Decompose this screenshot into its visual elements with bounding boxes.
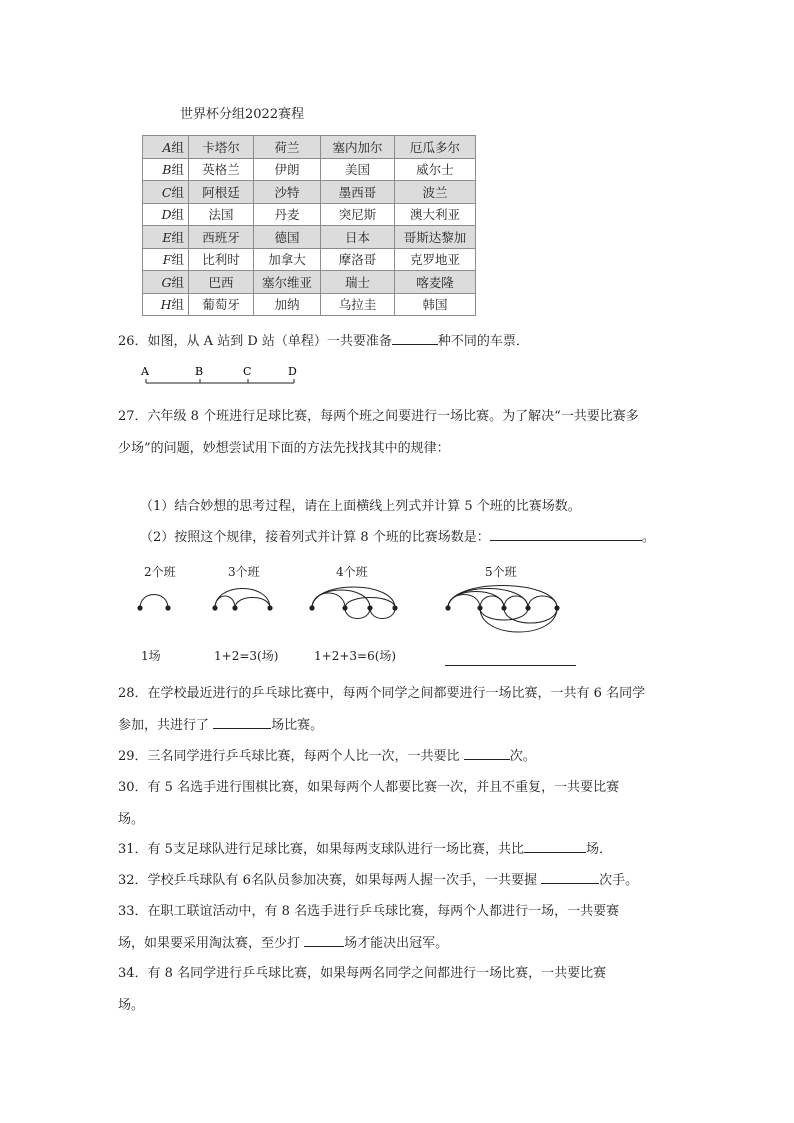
label-3-classes: 3个班 bbox=[228, 565, 260, 579]
q27-line-1: 27．六年级 8 个班进行足球比赛，每两个班之间要进行一场比赛。为了解决“一共要比赛多 bbox=[118, 409, 639, 424]
dot bbox=[367, 605, 372, 610]
q29-text: 29．三名同学进行乒乓球比赛，每两个人比一次，一共要比 bbox=[118, 749, 464, 764]
team-cell: 葡萄牙 bbox=[189, 293, 254, 316]
team-cell: 摩洛哥 bbox=[321, 248, 395, 271]
label-4-classes: 4个班 bbox=[336, 565, 368, 579]
team-cell: 加拿大 bbox=[254, 248, 321, 271]
q26-text: 26．如图，从 A 站到 D 站（单程）一共要准备 bbox=[118, 334, 392, 349]
team-cell: 丹麦 bbox=[254, 203, 321, 226]
group-name-cell: H组 bbox=[143, 293, 189, 316]
table-row bbox=[143, 181, 476, 204]
arc-4-1-3 bbox=[312, 590, 370, 608]
station-d: D bbox=[288, 365, 297, 378]
world-cup-group-table bbox=[142, 135, 476, 316]
q30-line-2: 场。 bbox=[118, 812, 145, 827]
team-cell: 塞尔维亚 bbox=[254, 271, 321, 294]
q26-text-end: 种不同的车票． bbox=[437, 334, 529, 349]
team-cell: 厄瓜多尔 bbox=[395, 136, 476, 159]
team-cell: 乌拉圭 bbox=[321, 293, 395, 316]
result-5-classes-blank[interactable] bbox=[445, 665, 576, 666]
q27-sub-2 bbox=[140, 525, 685, 551]
team-cell: 突尼斯 bbox=[321, 203, 395, 226]
group-name-cell: D组 bbox=[143, 203, 189, 226]
team-cell: 德国 bbox=[254, 226, 321, 249]
group-letter: A bbox=[162, 139, 172, 155]
group-letter: H bbox=[160, 297, 172, 313]
dot bbox=[525, 605, 530, 610]
arc-4-3-4 bbox=[370, 608, 395, 619]
dot bbox=[554, 605, 559, 610]
arc-5-1-4 bbox=[448, 589, 528, 609]
q33-line-1: 33．在职工联谊活动中，有 8 名选手进行乒乓球比赛，每两个人都进行一场，一共要赛 bbox=[118, 904, 620, 919]
arc-4-1-2 bbox=[312, 593, 345, 608]
dot bbox=[165, 605, 170, 610]
team-cell: 克罗地亚 bbox=[395, 248, 476, 271]
dot bbox=[309, 605, 314, 610]
q29-text-end: 次。 bbox=[509, 749, 536, 764]
dot bbox=[477, 605, 482, 610]
q29-answer-blank[interactable] bbox=[464, 745, 510, 760]
q28-answer-blank[interactable] bbox=[213, 714, 271, 729]
team-cell: 塞内加尔 bbox=[321, 136, 395, 159]
arc-5-3-5 bbox=[504, 608, 557, 623]
dot bbox=[212, 605, 217, 610]
q33-answer-blank[interactable] bbox=[304, 932, 344, 947]
arc-5-1-2 bbox=[448, 595, 480, 609]
q27-sub-2-text: （2）按照这个规律，接着列式并计算 8 个班的比赛场数是： bbox=[140, 530, 490, 545]
q30-line-1: 30．有 5 名选手进行围棋比赛，如果每两个人都要比赛一次，并且不重复，一共要比赛 bbox=[118, 780, 620, 795]
table-row bbox=[143, 158, 476, 181]
station-c: C bbox=[243, 365, 252, 378]
group-letter: E bbox=[162, 229, 172, 245]
team-cell: 巴西 bbox=[189, 271, 254, 294]
q32-answer-blank[interactable] bbox=[541, 869, 599, 884]
q26-answer-blank[interactable] bbox=[392, 330, 438, 345]
q28-text: 参加，共进行了 bbox=[118, 718, 214, 733]
result-4-classes: 1+2+3=6(场) bbox=[314, 649, 397, 663]
team-cell: 加纳 bbox=[254, 293, 321, 316]
station-b: B bbox=[195, 365, 204, 378]
arc-3-2-3 bbox=[235, 598, 270, 609]
dot bbox=[137, 605, 142, 610]
team-cell: 喀麦隆 bbox=[395, 271, 476, 294]
q28-text-end: 场比赛。 bbox=[271, 718, 324, 733]
team-cell: 阿根廷 bbox=[189, 181, 254, 204]
team-cell: 伊朗 bbox=[254, 158, 321, 181]
q28-line-2 bbox=[118, 713, 678, 739]
team-cell: 日本 bbox=[321, 226, 395, 249]
group-name-cell: E组 bbox=[143, 226, 189, 249]
dot bbox=[232, 605, 237, 610]
team-cell: 法国 bbox=[189, 203, 254, 226]
q27-line-2: 少场”的问题，妙想尝试用下面的方法先找找其中的规律： bbox=[118, 441, 450, 456]
group-letter: F bbox=[162, 252, 172, 268]
arc-2-1-2 bbox=[140, 595, 168, 609]
team-cell: 比利时 bbox=[189, 248, 254, 271]
group-name-cell: B组 bbox=[143, 158, 189, 181]
q32-text-end: 次手。 bbox=[599, 873, 639, 888]
q33-text: 场，如果要采用淘汰赛，至少打 bbox=[118, 936, 305, 951]
question-34 bbox=[118, 961, 678, 1019]
team-cell: 韩国 bbox=[395, 293, 476, 316]
match-arc-diagram bbox=[130, 580, 580, 642]
question-33 bbox=[118, 899, 678, 957]
team-cell: 瑞士 bbox=[321, 271, 395, 294]
team-cell: 西班牙 bbox=[189, 226, 254, 249]
question-29 bbox=[118, 744, 678, 770]
q34-line-2: 场。 bbox=[118, 998, 145, 1013]
team-cell: 沙特 bbox=[254, 181, 321, 204]
label-2-classes: 2个班 bbox=[144, 565, 176, 579]
result-2-classes: 1场 bbox=[141, 649, 161, 663]
dot bbox=[445, 605, 450, 610]
table-row bbox=[143, 136, 476, 159]
q31-text-end: 场． bbox=[585, 842, 612, 857]
team-cell: 美国 bbox=[321, 158, 395, 181]
q28-line-1: 28．在学校最近进行的乒乓球比赛中，每两个同学之间都要进行一场比赛，一共有 6 名同学 bbox=[118, 686, 646, 701]
group-letter: G bbox=[161, 274, 172, 290]
team-cell: 英格兰 bbox=[189, 158, 254, 181]
dot bbox=[267, 605, 272, 610]
group-name-cell: A组 bbox=[143, 136, 189, 159]
team-cell: 威尔士 bbox=[395, 158, 476, 181]
result-3-classes: 1+2=3(场) bbox=[214, 649, 279, 663]
group-name-cell: C组 bbox=[143, 181, 189, 204]
table-row bbox=[143, 203, 476, 226]
table-row bbox=[143, 248, 476, 271]
station-line-diagram bbox=[138, 363, 308, 389]
team-cell: 荷兰 bbox=[254, 136, 321, 159]
table-row bbox=[143, 226, 476, 249]
team-cell: 卡塔尔 bbox=[189, 136, 254, 159]
arc-5-2-3 bbox=[480, 596, 504, 608]
q27-answer-blank[interactable] bbox=[490, 526, 642, 541]
group-letter: B bbox=[162, 162, 172, 178]
dot bbox=[501, 605, 506, 610]
team-cell: 澳大利亚 bbox=[395, 203, 476, 226]
question-30 bbox=[118, 775, 678, 833]
team-cell: 波兰 bbox=[395, 181, 476, 204]
q33-text-end: 场才能决出冠军。 bbox=[344, 936, 449, 951]
team-cell: 墨西哥 bbox=[321, 181, 395, 204]
arc-3-1-3 bbox=[215, 589, 270, 609]
arc-5-2-5 bbox=[480, 608, 557, 632]
q32-text: 32．学校乒乓球队有 6名队员参加决赛，如果每两人握一次手，一共要握 bbox=[118, 873, 542, 888]
question-26 bbox=[118, 329, 678, 355]
question-31 bbox=[118, 837, 678, 863]
group-letter: D bbox=[161, 207, 172, 223]
arc-5-3-4 bbox=[504, 596, 528, 608]
q34-line-1: 34．有 8 名同学进行乒乓球比赛，如果每两名同学之间都进行一场比赛，一共要比赛 bbox=[118, 966, 607, 981]
question-32 bbox=[118, 868, 678, 894]
station-a: A bbox=[141, 365, 149, 378]
arc-5-1-3 bbox=[448, 592, 504, 609]
q27-sub-2-end: 。 bbox=[641, 530, 655, 545]
arc-4-2-3 bbox=[345, 608, 370, 619]
group-name-cell: F组 bbox=[143, 248, 189, 271]
group-letter: C bbox=[161, 184, 172, 200]
question-27 bbox=[118, 404, 678, 462]
q33-line-2 bbox=[118, 931, 678, 957]
table-row bbox=[143, 293, 476, 316]
question-28 bbox=[118, 681, 678, 739]
table-caption: 世界杯分组2022赛程 bbox=[180, 107, 305, 122]
q31-answer-blank[interactable] bbox=[524, 838, 586, 853]
table-row bbox=[143, 271, 476, 294]
label-5-classes: 5个班 bbox=[485, 565, 517, 579]
arc-4-1-4 bbox=[312, 587, 395, 608]
team-cell: 哥斯达黎加 bbox=[395, 226, 476, 249]
dot bbox=[342, 605, 347, 610]
q27-sub-1: （1）结合妙想的思考过程，请在上面横线上列式并计算 5 个班的比赛场数。 bbox=[140, 499, 581, 514]
arc-5-1-5 bbox=[448, 586, 557, 609]
dot bbox=[392, 605, 397, 610]
group-name-cell: G组 bbox=[143, 271, 189, 294]
q31-text: 31．有 5支足球队进行足球比赛，如果每两支球队进行一场比赛，共比 bbox=[118, 842, 524, 857]
